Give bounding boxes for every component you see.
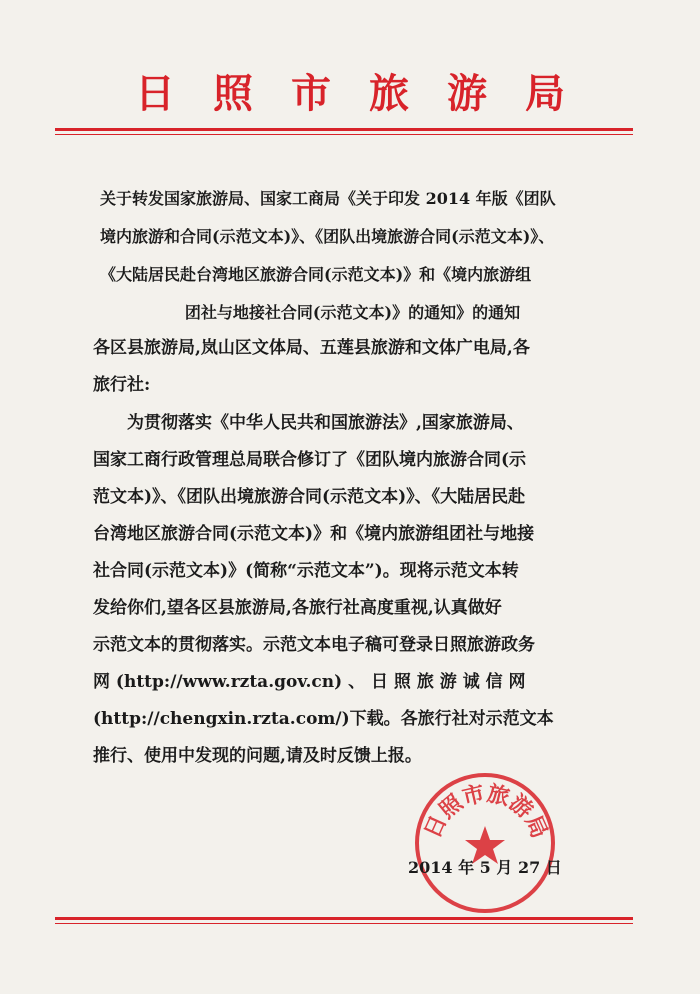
recipients-line: 旅行社: — [93, 375, 151, 395]
body-line: 社合同(示范文本)》(简称“示范文本”)。现将示范文本转 — [93, 561, 519, 581]
footer-rule-bottom — [55, 923, 633, 924]
footer-rule-top — [55, 917, 633, 920]
notice-subject — [100, 180, 605, 332]
official-seal — [410, 768, 560, 918]
signature-date: 2014 年 5 月 27 日 — [408, 858, 562, 877]
subject-line: 《大陆居民赴台湾地区旅游合同(示范文本)》和《境内旅游组 — [100, 265, 532, 284]
recipients-line: 各区县旅游局,岚山区文体局、五莲县旅游和文体广电局,各 — [93, 338, 530, 358]
subject-line: 关于转发国家旅游局、国家工商局《关于印发 2014 年版《团队 — [100, 189, 556, 208]
body-line: 示范文本的贯彻落实。示范文本电子稿可登录日照旅游政务 — [93, 635, 535, 655]
seal-text-path: 日照市旅游局 — [420, 781, 552, 843]
letterhead-rule-bottom — [55, 134, 633, 135]
letterhead-rule-top — [55, 128, 633, 131]
body-line: 范文本)》、《团队出境旅游合同(示范文本)》、《大陆居民赴 — [93, 487, 526, 507]
body-line: 台湾地区旅游合同(示范文本)》和《境内旅游组团社与地接 — [93, 524, 535, 544]
body-line: 发给你们,望各区县旅游局,各旅行社高度重视,认真做好 — [93, 598, 502, 618]
subject-line: 团社与地接社合同(示范文本)》的通知》的通知 — [184, 303, 521, 322]
body-line: (http://chengxin.rzta.com/)下载。各旅行社对示范文本 — [93, 709, 554, 729]
recipients — [93, 330, 608, 404]
notice-body — [93, 405, 608, 775]
body-line: 国家工商行政管理总局联合修订了《团队境内旅游合同(示 — [93, 450, 527, 470]
body-line: 推行、使用中发现的问题,请及时反馈上报。 — [93, 746, 422, 766]
body-line: 为贯彻落实《中华人民共和国旅游法》,国家旅游局、 — [127, 413, 524, 433]
subject-line: 境内旅游和合同(示范文本)》、《团队出境旅游合同(示范文本)》、 — [100, 227, 555, 246]
body-line: 网 (http://www.rzta.gov.cn) 、 日 照 旅 游 诚 信 网 — [93, 672, 526, 692]
letterhead-title: 日照市旅游局 — [135, 71, 603, 117]
